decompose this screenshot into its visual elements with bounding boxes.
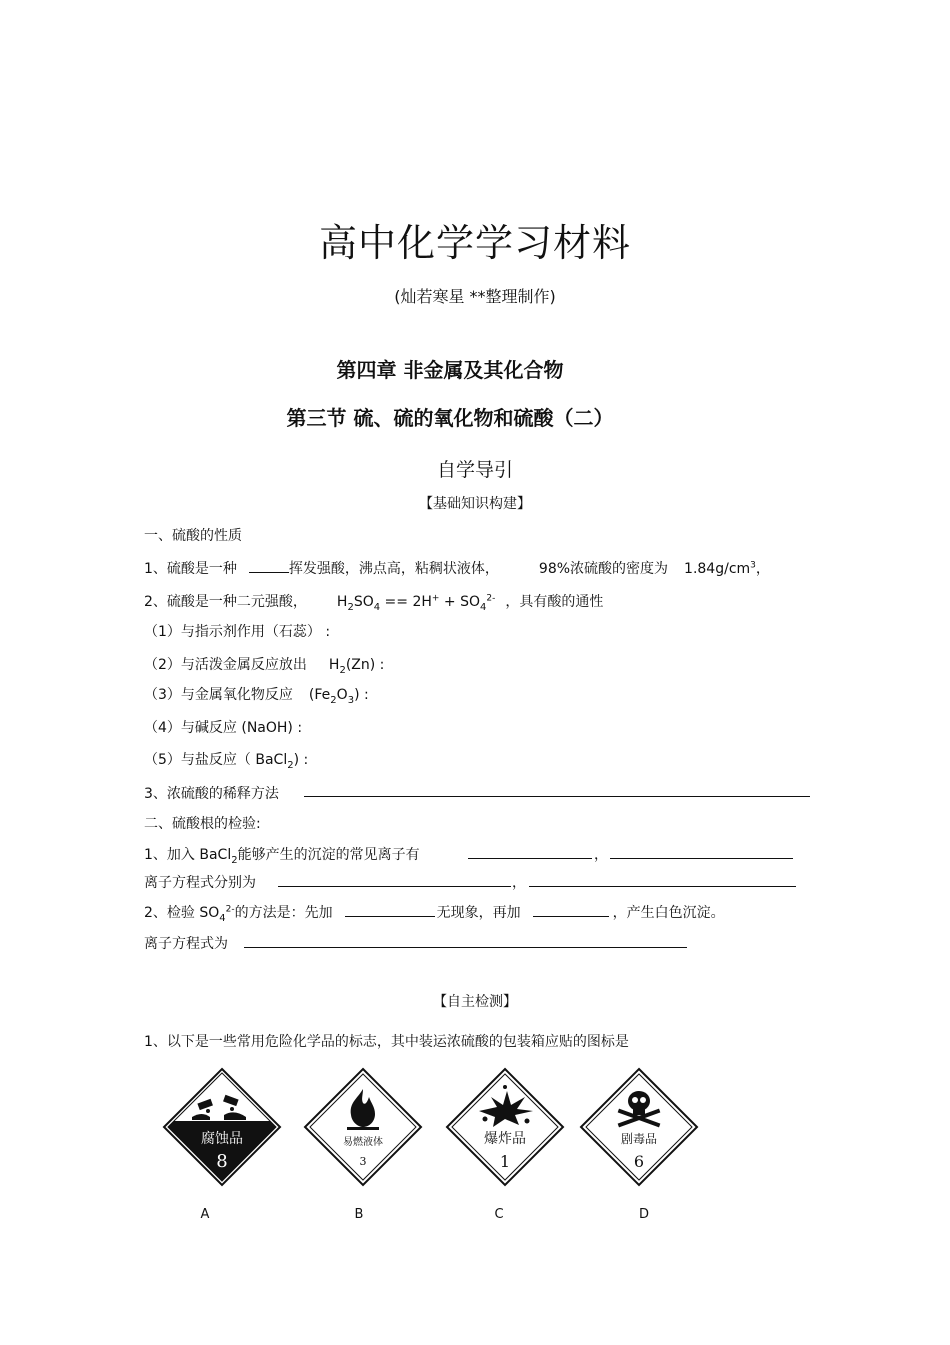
basic-knowledge-heading: 【基础知识构建】: [419, 496, 531, 512]
part2-item1: 1、加入 BaCl$_2$能够产生的沉淀的常见离子有: [144, 847, 420, 866]
part1-sub3: （3）与金属氧化物反应 $(Fe_2O_3)$ :: [144, 687, 369, 706]
option-d-label[interactable]: D: [638, 1207, 649, 1222]
comma: ，: [512, 875, 526, 891]
sign-b-number: 3: [359, 1155, 367, 1168]
sign-c-number: 1: [499, 1152, 511, 1171]
ionic-equation-label-2: 离子方程式为: [144, 936, 228, 952]
sign-d-number: 6: [633, 1152, 645, 1171]
option-a-label[interactable]: A: [200, 1207, 210, 1222]
section-heading: 第三节 硫、硫的氧化物和硫酸（二）: [286, 406, 614, 430]
option-b-label[interactable]: B: [354, 1207, 364, 1222]
part1-heading: 一、硫酸的性质: [144, 528, 242, 544]
part1-sub5: （5）与盐反应（ BaCl$_2$) :: [144, 752, 309, 771]
part1-item3: 3、浓硫酸的稀释方法: [144, 786, 279, 802]
sign-b-label: 易燃液体: [343, 1137, 383, 1148]
comma: ，: [594, 847, 608, 863]
part1-item2: 2、硫酸是一种二元强酸， $H_2SO_4 == 2H^+ + SO_4^{2-}$ ，具有酸的通性: [144, 593, 604, 613]
part1-sub4: （4）与碱反应 (NaOH) :: [144, 720, 303, 736]
sign-c-label: 爆炸品: [484, 1131, 526, 1147]
self-test-heading: 【自主检测】: [433, 994, 517, 1010]
guide-heading: 自学导引: [436, 459, 513, 481]
ionic-equation-label: 离子方程式分别为: [144, 875, 256, 891]
part1-sub1: （1）与指示剂作用（石蕊） :: [144, 624, 331, 640]
corrosive-icon: [162, 1067, 282, 1187]
part1-sub2: （2）与活泼金属反应放出 $H_2(Zn)$ :: [144, 657, 385, 676]
sign-a-number: 8: [216, 1151, 228, 1172]
option-c-label[interactable]: C: [494, 1207, 504, 1222]
part2-heading: 二、硫酸根的检验:: [144, 816, 261, 832]
part2-item2: 2、检验 $SO_4^{2-}$的方法是：先加 无现象，再加 ，产生白色沉淀。: [144, 904, 725, 924]
ion-blank-2[interactable]: [610, 858, 793, 859]
ionic-blank-2[interactable]: [529, 886, 796, 887]
sign-a-label: 腐蚀品: [201, 1131, 243, 1147]
explosion-icon: [445, 1067, 565, 1187]
page-title: 高中化学学习材料: [318, 221, 631, 265]
chapter-heading: 第四章 非金属及其化合物: [336, 358, 564, 382]
flame-icon: [303, 1067, 423, 1187]
page-subtitle: (灿若寒星 **整理制作): [394, 287, 556, 306]
part1-item1: 1、硫酸是一种 挥发强酸，沸点高，粘稠状液体， 98%浓硫酸的密度为 $1.84g/cm^3$，: [144, 560, 770, 577]
ion-blank-1[interactable]: [468, 858, 592, 859]
skull-icon: [579, 1067, 699, 1187]
question-1: 1、以下是一些常用危险化学品的标志，其中装运浓硫酸的包装箱应贴的图标是: [144, 1034, 629, 1050]
ionic-blank-1[interactable]: [278, 886, 511, 887]
sign-d-label: 剧毒品: [620, 1132, 658, 1146]
ionic-blank-3[interactable]: [244, 947, 687, 948]
dilution-answer-blank[interactable]: [304, 796, 810, 797]
